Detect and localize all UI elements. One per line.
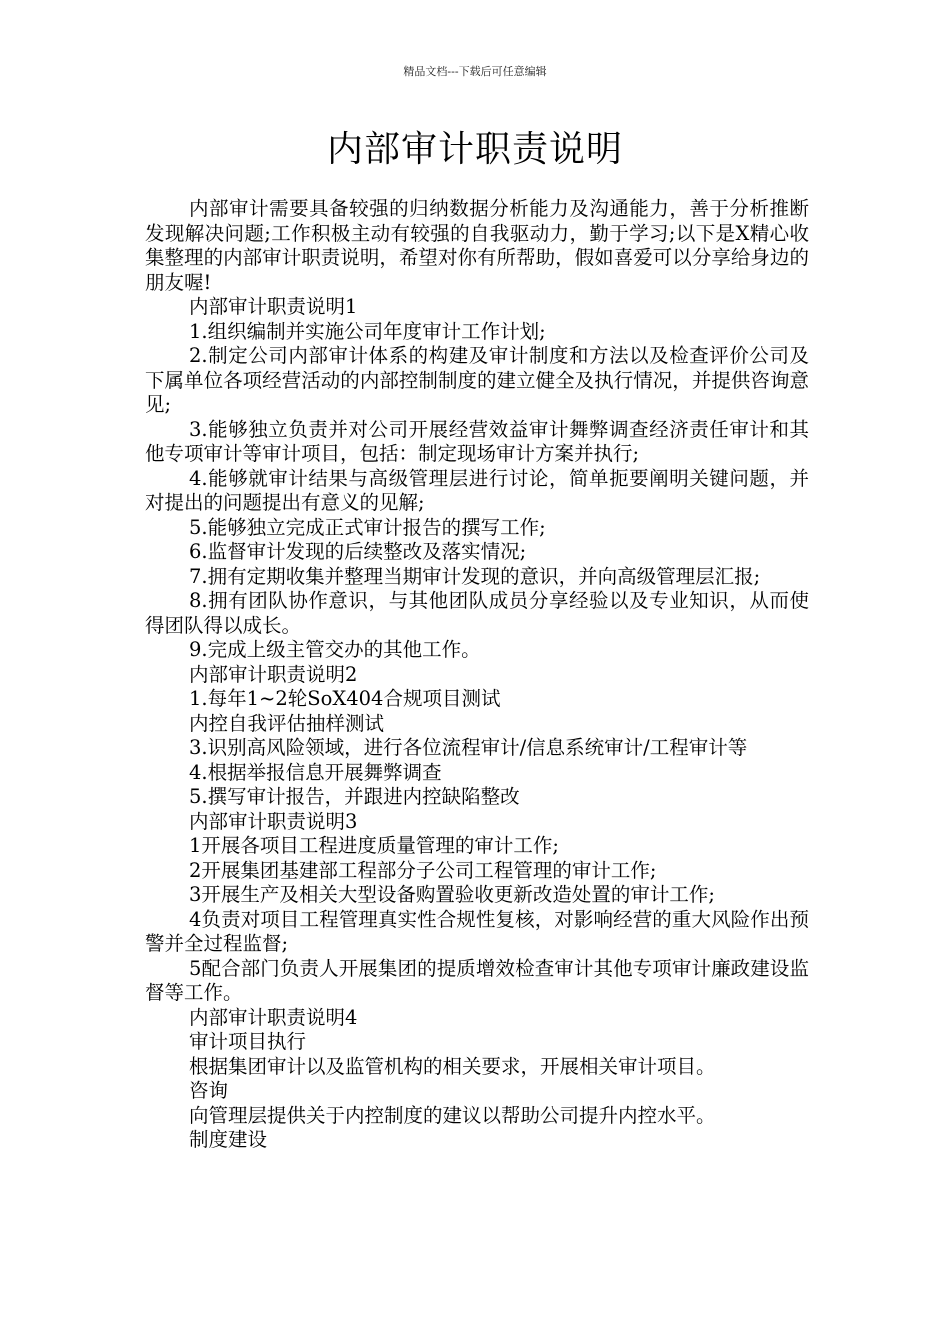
paragraph: 向管理层提供关于内控制度的建议以帮助公司提升内控水平。 <box>189 1103 716 1127</box>
document-title: 内部审计职责说明 <box>326 129 623 170</box>
paragraph: 3开展生产及相关大型设备购置验收更新改造处置的审计工作; <box>189 883 715 906</box>
paragraph: 5.能够独立完成正式审计报告的撰写工作; <box>189 515 546 539</box>
document-body <box>145 197 809 1153</box>
paragraph: 内部审计职责说明1 <box>189 295 358 318</box>
paragraph: 3.能够独立负责并对公司开展经营效益审计舞弊调查经济责任审计和其他专项审计等审计项目，包括：制定现场审计方案并执行; <box>145 417 809 465</box>
header-note: 精品文档---下载后可任意编辑 <box>403 65 547 78</box>
paragraph: 内部审计职责说明4 <box>189 1005 358 1029</box>
paragraph: 内部审计职责说明3 <box>189 809 358 833</box>
paragraph: 咨询 <box>189 1079 229 1102</box>
paragraph: 内部审计需要具备较强的归纳数据分析能力及沟通能力，善于分析推断发现解决问题;工作积极主动有较强的自我驱动力，勤于学习;以下是X精心收集整理的内部审计职责说明，希望对你有所帮助，假如喜爱可以分享给身边的朋友喔! <box>145 197 809 294</box>
paragraph: 制度建设 <box>189 1128 268 1151</box>
paragraph: 2开展集团基建部工程部分子公司工程管理的审计工作; <box>189 858 657 882</box>
paragraph: 1开展各项目工程进度质量管理的审计工作; <box>189 834 559 857</box>
paragraph: 4.能够就审计结果与高级管理层进行讨论，简单扼要阐明关键问题，并对提出的问题提出有意义的见解; <box>145 466 809 514</box>
paragraph: 2.制定公司内部审计体系的构建及审计制度和方法以及检查评价公司及下属单位各项经营活动的内部控制制度的建立健全及执行情况，并提供咨询意见; <box>145 344 809 416</box>
paragraph: 6.监督审计发现的后续整改及落实情况; <box>189 540 527 563</box>
paragraph: 3.识别高风险领域，进行各位流程审计/信息系统审计/工程审计等 <box>189 736 748 759</box>
paragraph: 7.拥有定期收集并整理当期审计发现的意识，并向高级管理层汇报; <box>189 564 761 588</box>
paragraph: 1.组织编制并实施公司年度审计工作计划; <box>189 319 546 343</box>
paragraph: 5配合部门负责人开展集团的提质增效检查审计其他专项审计廉政建设监督等工作。 <box>145 956 809 1004</box>
paragraph: 4.根据举报信息开展舞弊调查 <box>189 760 442 784</box>
paragraph: 内控自我评估抽样测试 <box>189 711 385 735</box>
paragraph: 5.撰写审计报告，并跟进内控缺陷整改 <box>189 785 520 808</box>
paragraph: 审计项目执行 <box>189 1030 307 1053</box>
paragraph: 9.完成上级主管交办的其他工作。 <box>189 638 481 661</box>
paragraph: 内部审计职责说明2 <box>189 662 358 686</box>
paragraph: 1.每年1~2轮SoX404合规项目测试 <box>189 687 501 710</box>
paragraph: 4负责对项目工程管理真实性合规性复核，对影响经营的重大风险作出预警并全过程监督; <box>145 907 809 955</box>
paragraph: 8.拥有团队协作意识，与其他团队成员分享经验以及专业知识，从而使得团队得以成长。 <box>145 589 809 637</box>
paragraph: 根据集团审计以及监管机构的相关要求，开展相关审计项目。 <box>189 1054 716 1078</box>
